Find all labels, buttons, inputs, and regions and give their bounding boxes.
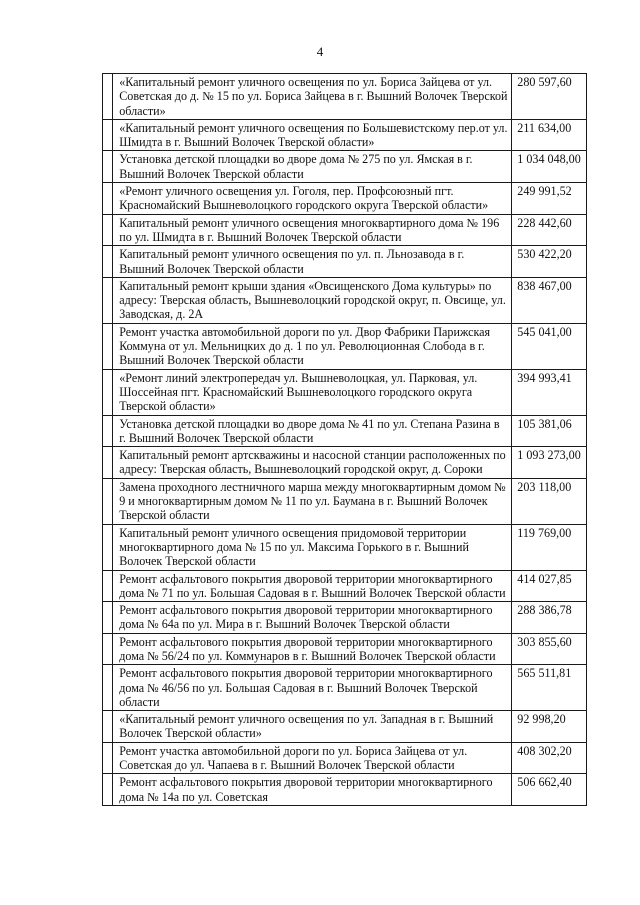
- amount-cell: 545 041,00: [512, 323, 587, 369]
- amount-cell: 92 998,20: [512, 711, 587, 743]
- work-description: Капитальный ремонт крыши здания «Овсищенского Дома культуры» по адресу: Тверская область, Вышневолоцкий городской округ, п. Овсище, ул. Заводская, д. 2А: [113, 277, 512, 323]
- amount-cell: 1 093 273,00: [512, 447, 587, 479]
- amount-cell: 288 386,78: [512, 602, 587, 634]
- row-number-cell: [103, 415, 113, 447]
- page-number: 4: [316, 44, 324, 59]
- row-number-cell: [103, 119, 113, 151]
- work-description: Ремонт асфальтового покрытия дворовой территории многоквартирного дома № 14а по ул. Советская: [113, 774, 512, 806]
- row-number-cell: [103, 633, 113, 665]
- amount-cell: 105 381,06: [512, 415, 587, 447]
- work-description: Ремонт участка автомобильной дороги по ул. Бориса Зайцева от ул. Советская до ул. Чапаева в г. Вышний Волочек Тверской области: [113, 742, 512, 774]
- work-description: Замена проходного лестничного марша между многоквартирным домом № 9 и многоквартирным домом № 11 по ул. Баумана в г. Вышний Волочек Тверской области: [113, 478, 512, 524]
- table-row: [103, 369, 587, 415]
- amount-cell: 394 993,41: [512, 369, 587, 415]
- amount-cell: 530 422,20: [512, 246, 587, 278]
- row-number-cell: [103, 602, 113, 634]
- table-row: [103, 151, 587, 183]
- table-row: [103, 323, 587, 369]
- amount-cell: 414 027,85: [512, 570, 587, 602]
- amount-cell: 119 769,00: [512, 524, 587, 570]
- budget-table: [102, 73, 587, 806]
- work-description: Установка детской площадки во дворе дома № 41 по ул. Степана Разина в г. Вышний Волочек Тверской области: [113, 415, 512, 447]
- amount-cell: 228 442,60: [512, 214, 587, 246]
- table-row: [103, 183, 587, 215]
- table-row: [103, 742, 587, 774]
- amount-cell: 838 467,00: [512, 277, 587, 323]
- table-row: [103, 602, 587, 634]
- budget-table-body: [103, 74, 587, 806]
- table-row: [103, 774, 587, 806]
- work-description: Ремонт асфальтового покрытия дворовой территории многоквартирного дома № 64а по ул. Мира в г. Вышний Волочек Тверской области: [113, 602, 512, 634]
- table-row: [103, 665, 587, 711]
- work-description: «Капитальный ремонт уличного освещения по ул. Бориса Зайцева от ул. Советская до д. № 15 по ул. Бориса Зайцева в г. Вышний Волочек Тверской области»: [113, 74, 512, 120]
- work-description: «Капитальный ремонт уличного освещения по ул. Западная в г. Вышний Волочек Тверской области»: [113, 711, 512, 743]
- work-description: Ремонт асфальтового покрытия дворовой территории многоквартирного дома № 56/24 по ул. Коммунаров в г. Вышний Волочек Тверской области: [113, 633, 512, 665]
- amount-cell: 303 855,60: [512, 633, 587, 665]
- amount-cell: 565 511,81: [512, 665, 587, 711]
- row-number-cell: [103, 246, 113, 278]
- row-number-cell: [103, 277, 113, 323]
- amount-cell: 249 991,52: [512, 183, 587, 215]
- amount-cell: 408 302,20: [512, 742, 587, 774]
- row-number-cell: [103, 665, 113, 711]
- table-row: [103, 277, 587, 323]
- table-row: [103, 711, 587, 743]
- row-number-cell: [103, 570, 113, 602]
- work-description: Ремонт асфальтового покрытия дворовой территории многоквартирного дома № 71 по ул. Большая Садовая в г. Вышний Волочек Тверской области: [113, 570, 512, 602]
- table-row: [103, 633, 587, 665]
- row-number-cell: [103, 711, 113, 743]
- table-row: [103, 524, 587, 570]
- row-number-cell: [103, 183, 113, 215]
- row-number-cell: [103, 369, 113, 415]
- work-description: Капитальный ремонт уличного освещения по ул. п. Льнозавода в г. Вышний Волочек Тверской области: [113, 246, 512, 278]
- amount-cell: 280 597,60: [512, 74, 587, 120]
- row-number-cell: [103, 478, 113, 524]
- amount-cell: 211 634,00: [512, 119, 587, 151]
- work-description: Капитальный ремонт уличного освещения многоквартирного дома № 196 по ул. Шмидта в г. Вышний Волочек Тверской области: [113, 214, 512, 246]
- row-number-cell: [103, 214, 113, 246]
- table-row: [103, 415, 587, 447]
- table-row: [103, 570, 587, 602]
- table-row: [103, 478, 587, 524]
- row-number-cell: [103, 447, 113, 479]
- row-number-cell: [103, 742, 113, 774]
- amount-cell: 506 662,40: [512, 774, 587, 806]
- row-number-cell: [103, 151, 113, 183]
- row-number-cell: [103, 74, 113, 120]
- work-description: Капитальный ремонт уличного освещения придомовой территории многоквартирного дома № 15 по ул. Максима Горького в г. Вышний Волочек Тверской области: [113, 524, 512, 570]
- work-description: «Ремонт линий электропередач ул. Вышневолоцкая, ул. Парковая, ул. Шоссейная пгт. Красномайский Вышневолоцкого городского округа Тверской области»: [113, 369, 512, 415]
- work-description: «Капитальный ремонт уличного освещения по Большевистскому пер.от ул. Шмидта в г. Вышний Волочек Тверской области»: [113, 119, 512, 151]
- table-row: [103, 447, 587, 479]
- work-description: Ремонт участка автомобильной дороги по ул. Двор Фабрики Парижская Коммуна от ул. Мельницких до д. 1 по ул. Революционная Слобода в г. Вышний Волочек Тверской области: [113, 323, 512, 369]
- amount-cell: 203 118,00: [512, 478, 587, 524]
- row-number-cell: [103, 774, 113, 806]
- row-number-cell: [103, 323, 113, 369]
- table-row: [103, 74, 587, 120]
- row-number-cell: [103, 524, 113, 570]
- amount-cell: 1 034 048,00: [512, 151, 587, 183]
- work-description: «Ремонт уличного освещения ул. Гоголя, пер. Профсоюзный пгт. Красномайский Вышневолоцкого городского округа Тверской области»: [113, 183, 512, 215]
- work-description: Установка детской площадки во дворе дома № 275 по ул. Ямская в г. Вышний Волочек Тверской области: [113, 151, 512, 183]
- work-description: Капитальный ремонт артскважины и насосной станции расположенных по адресу: Тверская область, Вышневолоцкий городской округ, д. Сороки: [113, 447, 512, 479]
- table-row: [103, 214, 587, 246]
- table-row: [103, 119, 587, 151]
- table-row: [103, 246, 587, 278]
- work-description: Ремонт асфальтового покрытия дворовой территории многоквартирного дома № 46/56 по ул. Большая Садовая в г. Вышний Волочек Тверской области: [113, 665, 512, 711]
